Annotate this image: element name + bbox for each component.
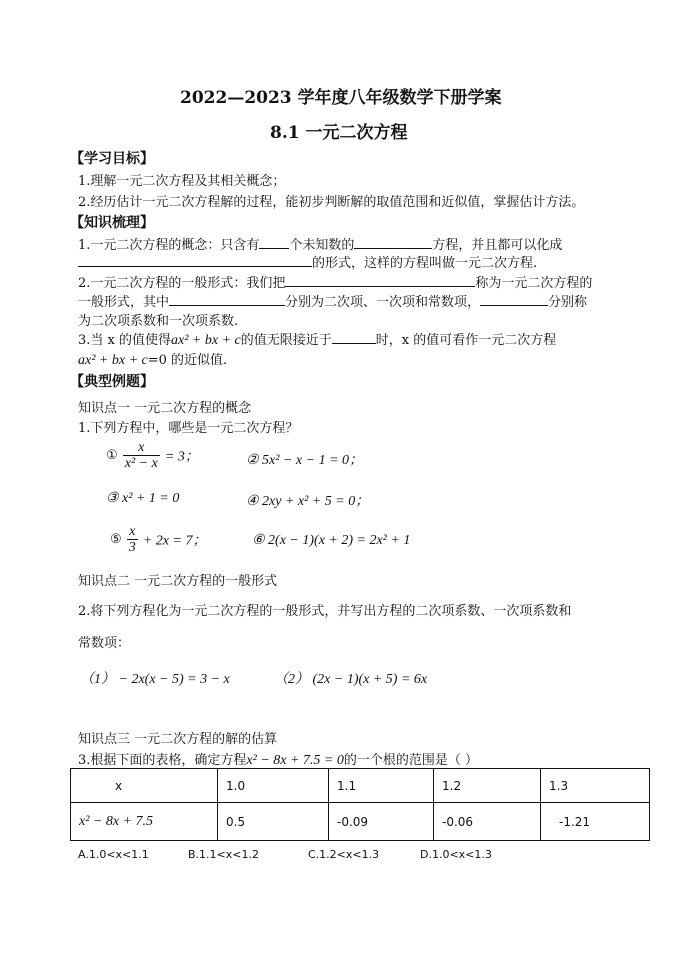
answer-blank[interactable] bbox=[285, 274, 475, 287]
knowledge-line-2b bbox=[78, 291, 587, 310]
text: 称为一元二次方程的 bbox=[475, 276, 593, 291]
knowledge-line-3b bbox=[78, 349, 227, 369]
text: 方程，并且都可以化成 bbox=[432, 238, 563, 253]
knowledge-point-2: 知识点二 一元二次方程的一般形式 bbox=[78, 574, 278, 589]
numerator: x bbox=[123, 440, 160, 456]
choice-c[interactable]: C.1.2<x<1.3 bbox=[308, 848, 380, 861]
expression: ax² + bx + c bbox=[78, 353, 148, 368]
table-header-cell: x bbox=[71, 769, 218, 803]
table-header-cell: 1.3 bbox=[541, 769, 650, 803]
choice-b[interactable]: B.1.1<x<1.2 bbox=[188, 848, 259, 861]
option-mark: ⑤ bbox=[110, 532, 122, 547]
knowledge-line-1 bbox=[78, 234, 562, 253]
option-1 bbox=[106, 440, 199, 471]
denominator: 3 bbox=[128, 540, 136, 555]
text: 一般形式，其中 bbox=[78, 295, 170, 310]
knowledge-line-2c: 为二次项系数和一次项系数. bbox=[78, 314, 239, 329]
text: 个未知数的 bbox=[289, 238, 355, 253]
option-5 bbox=[110, 524, 206, 555]
objectives-heading: 【学习目标】 bbox=[70, 151, 154, 167]
text: 分别为二次项、一次项和常数项， bbox=[285, 295, 481, 310]
table-cell: -0.06 bbox=[434, 803, 541, 841]
knowledge-line-1b bbox=[78, 252, 537, 271]
table-row bbox=[71, 803, 650, 841]
table-row-label: x² − 8x + 7.5 bbox=[71, 803, 218, 841]
question-3 bbox=[78, 749, 478, 769]
knowledge-point-3: 知识点三 一元二次方程的解的估算 bbox=[78, 732, 278, 747]
fraction bbox=[127, 524, 138, 555]
estimation-table bbox=[70, 768, 650, 841]
answer-blank[interactable] bbox=[78, 254, 312, 267]
text: 的形式，这样的方程叫做一元二次方程. bbox=[312, 256, 538, 271]
numerator: x bbox=[127, 524, 138, 540]
question-2-part-2: （2） (2x − 1)(x + 5) = 6x bbox=[274, 672, 428, 687]
lesson-title: 8.1 一元二次方程 bbox=[270, 123, 408, 143]
option-mark: ① bbox=[106, 448, 118, 463]
option-4: ④ 2xy + x² + 5 = 0； bbox=[246, 494, 370, 509]
question-2-line-1: 2.将下列方程化为一元二次方程的一般形式，并写出方程的二次项系数、一次项系数和 bbox=[78, 604, 572, 619]
objective-1: 1.理解一元二次方程及其相关概念； bbox=[78, 174, 286, 189]
table-header-cell: 1.0 bbox=[218, 769, 329, 803]
rhs: = 3； bbox=[164, 449, 199, 465]
table-cell: -0.09 bbox=[329, 803, 434, 841]
text: 的一个根的范围是（ ） bbox=[343, 753, 479, 768]
text: 3.当 x 的值使得 bbox=[78, 333, 171, 348]
page-title: 2022—2023 学年度八年级数学下册学案 bbox=[180, 88, 502, 108]
denominator: x² − x bbox=[124, 456, 158, 471]
choice-a[interactable]: A.1.0<x<1.1 bbox=[78, 848, 149, 861]
answer-blank[interactable] bbox=[332, 331, 376, 344]
text: 3.根据下面的表格，确定方程 bbox=[78, 753, 247, 768]
text: 2.一元二次方程的一般形式：我们把 bbox=[78, 276, 286, 291]
table-header-cell: 1.1 bbox=[329, 769, 434, 803]
answer-blank[interactable] bbox=[354, 236, 432, 249]
text: 的值无限接近于 bbox=[240, 333, 332, 348]
text: =0 的近似值. bbox=[147, 353, 228, 368]
expression: x² − 8x + 7.5 = 0 bbox=[246, 753, 344, 768]
rhs: + 2x = 7； bbox=[142, 533, 207, 549]
text: 1.一元二次方程的概念：只含有 bbox=[78, 238, 260, 253]
knowledge-point-1: 知识点一 一元二次方程的概念 bbox=[78, 401, 252, 416]
answer-blank[interactable] bbox=[259, 236, 289, 249]
choice-d[interactable]: D.1.0<x<1.3 bbox=[420, 848, 492, 861]
knowledge-line-3 bbox=[78, 329, 556, 349]
answer-blank[interactable] bbox=[480, 293, 548, 306]
text: 分别称 bbox=[548, 295, 588, 310]
expression: ax² + bx + c bbox=[171, 333, 241, 348]
table-row bbox=[71, 769, 650, 803]
question-2-part-1: （1） − 2x(x − 5) = 3 − x bbox=[80, 672, 230, 687]
option-3: ③ x² + 1 = 0 bbox=[106, 491, 180, 506]
question-2-line-2: 常数项： bbox=[78, 636, 131, 651]
objective-2: 2.经历估计一元二次方程解的过程，能初步判断解的取值范围和近似值，掌握估计方法。 bbox=[78, 195, 585, 210]
table-header-cell: 1.2 bbox=[434, 769, 541, 803]
question-1: 1.下列方程中，哪些是一元二次方程？ bbox=[78, 421, 299, 436]
table-cell: 0.5 bbox=[218, 803, 329, 841]
knowledge-line-2 bbox=[78, 272, 592, 291]
table-cell: -1.21 bbox=[541, 803, 650, 841]
fraction bbox=[123, 440, 160, 471]
option-2: ② 5x² − x − 1 = 0； bbox=[246, 453, 364, 468]
answer-blank[interactable] bbox=[169, 293, 285, 306]
option-6: ⑥ 2(x − 1)(x + 2) = 2x² + 1 bbox=[252, 533, 411, 548]
text: 时，x 的值可看作一元二次方程 bbox=[375, 333, 557, 348]
knowledge-heading: 【知识梳理】 bbox=[70, 215, 154, 231]
examples-heading: 【典型例题】 bbox=[70, 374, 154, 390]
